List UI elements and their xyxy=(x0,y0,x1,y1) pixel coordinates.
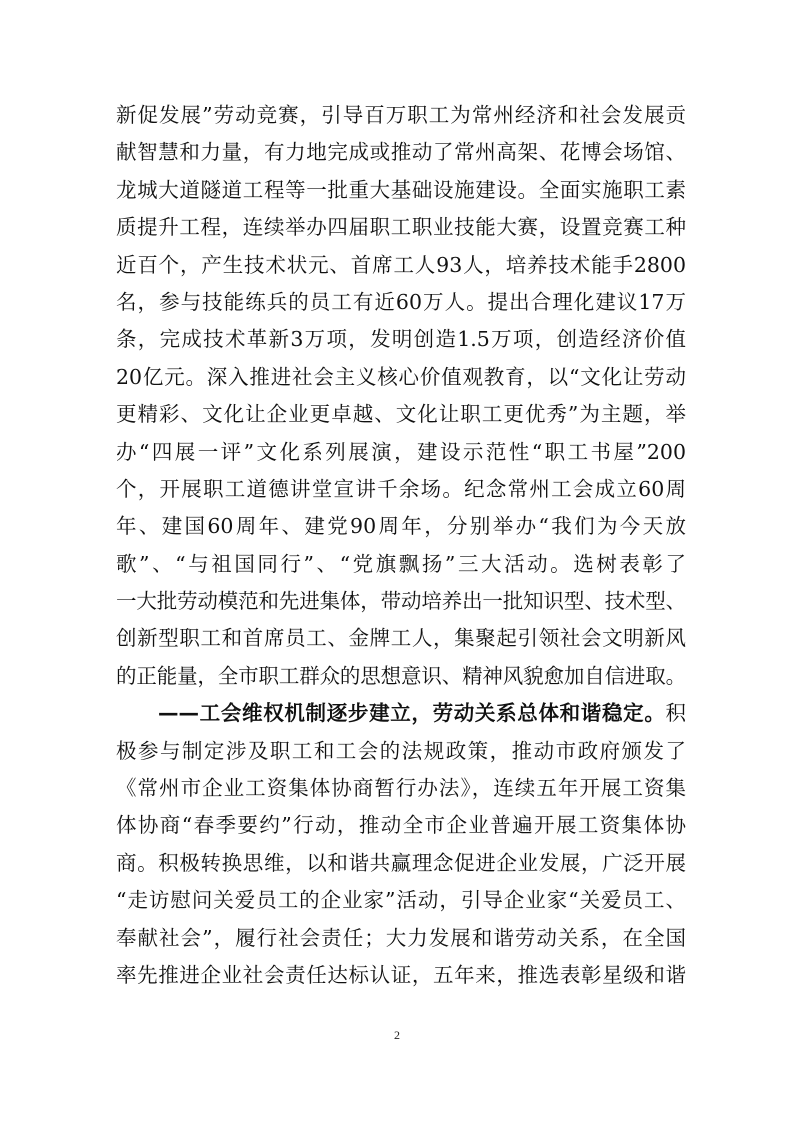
section-heading-line xyxy=(116,695,686,732)
text-line: 20亿元。深入推进社会主义核心价值观教育，以“文化让劳动 xyxy=(116,364,686,389)
text-line: 一大批劳动模范和先进集体，带动培养出一批知识型、技术型、 xyxy=(116,589,686,614)
text-line: 龙城大道隧道工程等一批重大基础设施建设。全面实施职工素 xyxy=(116,177,686,202)
text-line: 质提升工程，连续举办四届职工职业技能大赛，设置竞赛工种 xyxy=(116,215,686,240)
text-line: 年、建国60周年、建党90周年，分别举办“我们为今天放 xyxy=(116,514,686,539)
text-line: 献智慧和力量，有力地完成或推动了常州高架、花博会场馆、 xyxy=(116,140,686,165)
text-line: 个，开展职工道德讲堂宣讲千余场。纪念常州工会成立60周 xyxy=(116,476,686,501)
text-line: 奉献社会”，履行社会责任；大力发展和谐劳动关系，在全国 xyxy=(116,925,686,950)
text-line: 更精彩、文化让企业更卓越、文化让职工更优秀”为主题，举 xyxy=(116,402,686,427)
text-line: 办“四展一评”文化系列展演，建设示范性“职工书屋”200 xyxy=(116,439,686,464)
text-line: 商。积极转换思维，以和谐共赢理念促进企业发展，广泛开展 xyxy=(116,850,686,875)
text-line: 新促发展”劳动竞赛，引导百万职工为常州经济和社会发展贡 xyxy=(116,103,686,127)
section-heading: ——工会维权机制逐步建立，劳动关系总体和谐稳定。 xyxy=(158,701,666,726)
text-line: “走访慰问关爱员工的企业家”活动，引导企业家“关爱员工、 xyxy=(116,888,686,913)
document-body xyxy=(116,97,686,994)
heading-continuation: 积 xyxy=(665,701,686,726)
text-line: 的正能量，全市职工群众的思想意识、精神风貌愈加自信进取。 xyxy=(116,663,686,688)
text-line: 名，参与技能练兵的员工有近60万人。提出合理化建议17万 xyxy=(116,289,686,314)
text-line: 体协商“春季要约”行动，推动全市企业普遍开展工资集体协 xyxy=(116,813,686,838)
text-line: 创新型职工和首席员工、金牌工人，集聚起引领社会文明新风 xyxy=(116,626,686,651)
text-line: 近百个，产生技术状元、首席工人93人，培养技术能手2800 xyxy=(116,252,686,277)
text-line: 歌”、“与祖国同行”、“党旗飘扬”三大活动。选树表彰了 xyxy=(116,551,686,576)
text-line: 条，完成技术革新3万项，发明创造1.5万项，创造经济价值 xyxy=(116,327,686,352)
text-line: 《常州市企业工资集体协商暂行办法》，连续五年开展工资集 xyxy=(116,776,686,801)
page-number: 2 xyxy=(394,1028,400,1042)
text-line: 极参与制定涉及职工和工会的法规政策，推动市政府颁发了 xyxy=(116,738,686,763)
text-line: 率先推进企业社会责任达标认证，五年来，推选表彰星级和谐 xyxy=(116,962,686,987)
